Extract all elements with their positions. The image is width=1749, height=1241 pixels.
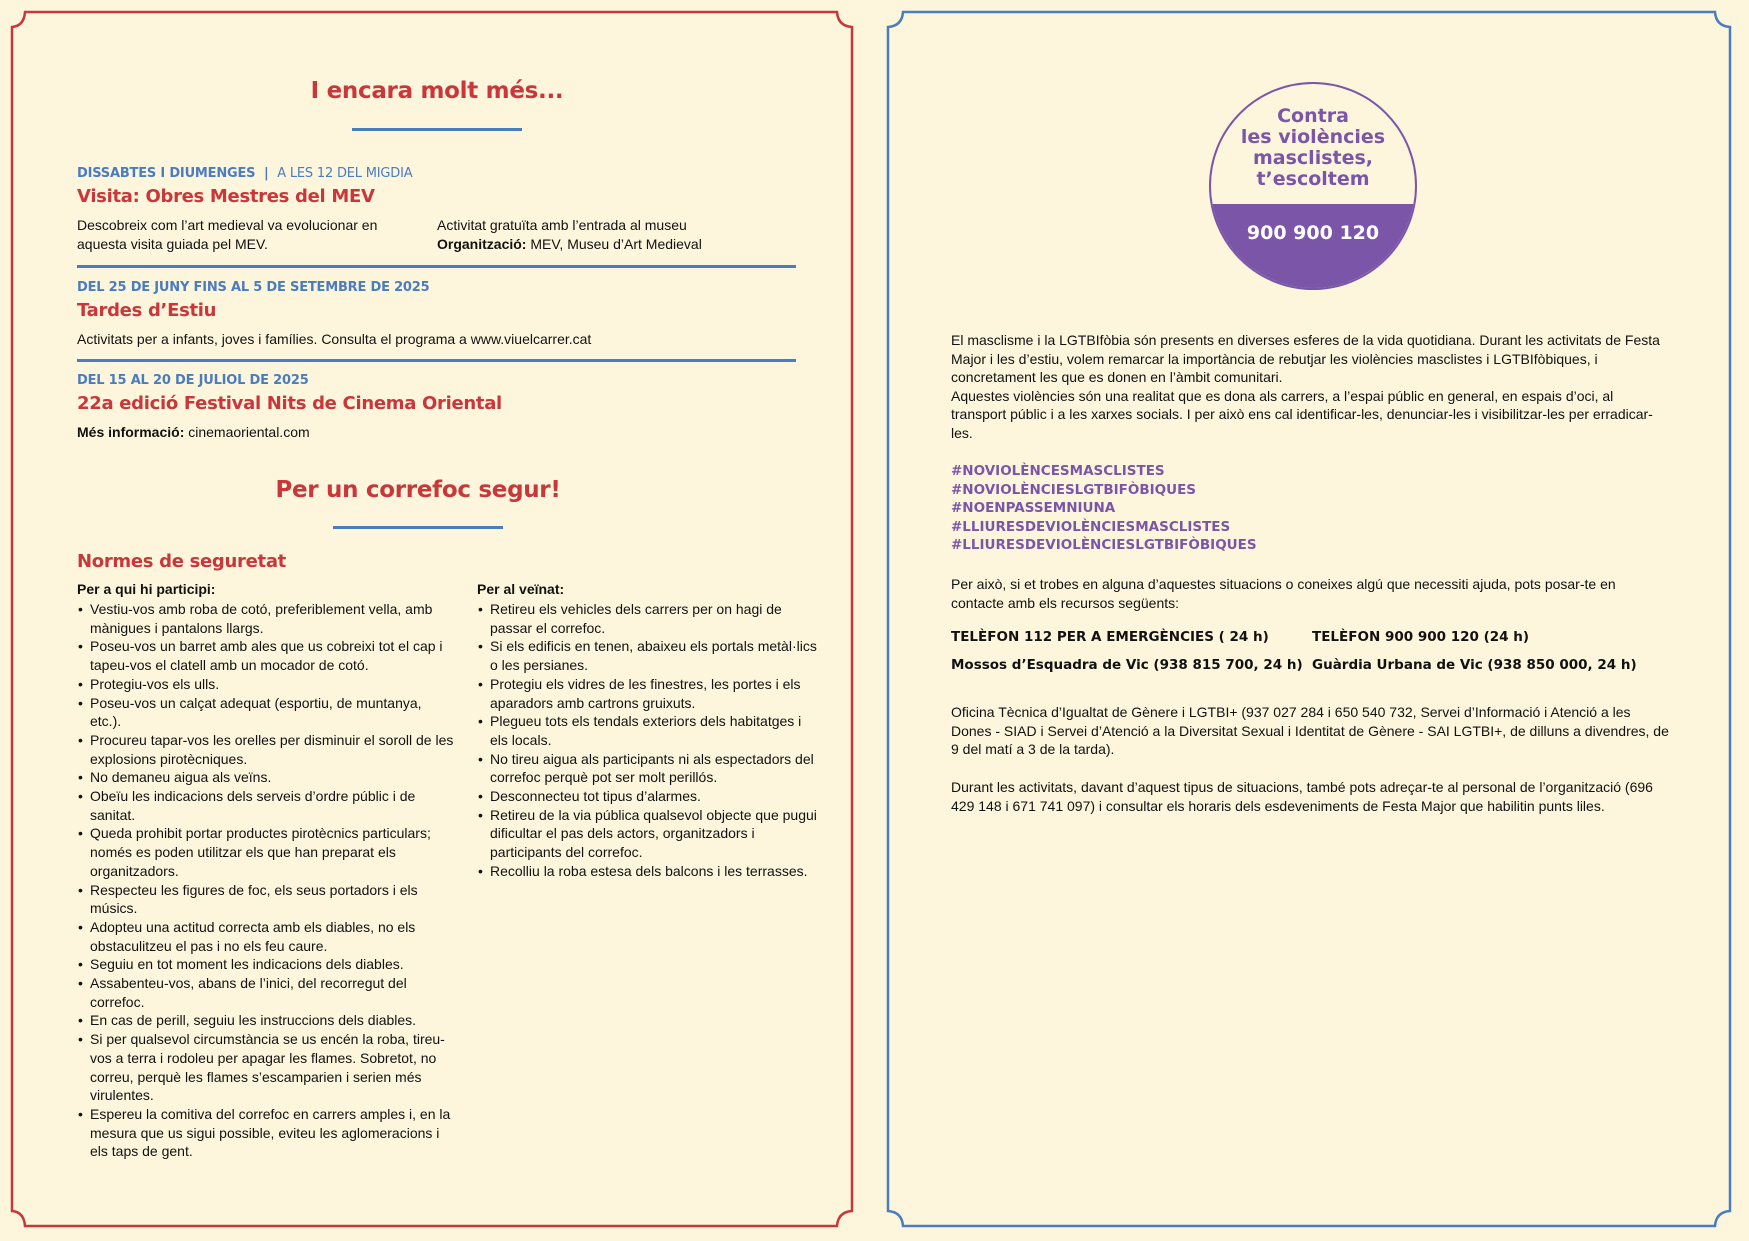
divider — [77, 359, 796, 362]
badge-phone: 900 900 120 — [1246, 222, 1380, 244]
list-item: • Recolliu la roba estesa dels balcons i les terrasses. — [490, 862, 820, 881]
neighbours-heading: Per al veïnat: — [477, 581, 565, 597]
list-item: • Plegueu tots els tendals exteriors dels habitatges i els locals. — [490, 712, 820, 749]
hashtag: #NOVIOLÈNCIESLGTBIFÒBIQUES — [951, 481, 1197, 498]
list-item: • No tireu aigua als participants ni als espectadors del correfoc perquè pot ser molt perillós. — [490, 750, 820, 787]
rules-title: Normes de seguretat — [77, 551, 286, 572]
list-item: • Vestiu-vos amb roba de cotó, preferiblement vella, amb mànigues i pantalons llargs. — [90, 600, 455, 637]
hashtag: #NOENPASSEMNIUNA — [951, 500, 1116, 517]
contact-guardia-urbana: Guàrdia Urbana de Vic (938 850 000, 24 h) — [1312, 657, 1637, 673]
event-1-when: DISSABTES I DIUMENGES | A LES 12 DEL MIGDIA — [77, 166, 413, 181]
list-item: • Seguiu en tot moment les indicacions dels diables. — [90, 955, 455, 974]
list-item: • No demaneu aigua als veïns. — [90, 768, 455, 787]
list-item: • En cas de perill, seguiu les instruccions dels diables. — [90, 1011, 455, 1030]
hashtag: #LLIURESDEVIOLÈNCIESLGTBIFÒBIQUES — [951, 537, 1257, 554]
list-item: • Adopteu una actitud correcta amb els diables, no els obstaculitzeu el pas i no els feu caure. — [90, 918, 455, 955]
hashtag-list — [951, 462, 1257, 555]
contact-mossos: Mossos d’Esquadra de Vic (938 815 700, 24 h) — [951, 657, 1303, 673]
event-1-extra: Activitat gratuïta amb l’entrada al museu Organització: MEV, Museu d’Art Medieval — [437, 217, 702, 252]
event-3-title: 22a edició Festival Nits de Cinema Oriental — [77, 393, 502, 414]
list-item: • Retireu els vehicles dels carrers per on hagi de passar el correfoc. — [490, 600, 820, 637]
section-title-correfoc: Per un correfoc segur! — [275, 477, 561, 503]
title-underline — [352, 128, 522, 131]
title-underline — [333, 526, 503, 529]
helpline-badge — [1209, 82, 1417, 290]
list-item: • Desconnecteu tot tipus d’alarmes. — [490, 787, 820, 806]
contact-emergency: TELÈFON 112 PER A EMERGÈNCIES ( 24 h) — [951, 629, 1269, 645]
list-item: • Protegiu els vidres de les finestres, les portes i els aparadors amb cartrons gruixuts. — [490, 675, 820, 712]
list-item: • Si per qualsevol circumstància se us encén la roba, tireu-vos a terra i rodoleu per apagar les flames. Sobretot, no correu, perquè les flames s’escamparien i serien més virulentes. — [90, 1030, 455, 1105]
list-item: • Espereu la comitiva del correfoc en carrers amples i, en la mesura que us sigui possible, eviteu les aglomeracions i els taps de gent. — [90, 1105, 455, 1161]
neighbours-list — [477, 600, 820, 881]
intro-text: El masclisme i la LGTBIfòbia són presents en diverses esferes de la vida quotidiana. Durant les activitats de Festa Major i les d’estiu, volem remarcar la importància de rebutjar les violències masclistes i LGTBIfòbiques, i concretament les que es donen en l’àmbit comunitari. Aquestes violències són una realitat que es dona als carrers, a l’espai públic en general, en espais d’oci, al transport públic i a les xarxes socials. I per això ens cal identificar-les, denunciar-les i visibilitzar-les per erradicar-les. — [951, 332, 1660, 441]
event-2-desc: Activitats per a infants, joves i famílies. Consulta el programa a www.viuelcarrer.cat — [77, 331, 592, 347]
event-1-title: Visita: Obres Mestres del MEV — [77, 186, 375, 207]
event-2-when: DEL 25 DE JUNY FINS AL 5 DE SETEMBRE DE 2025 — [77, 280, 430, 295]
badge-slogan: Contra les violències masclistes, t’escoltem — [1240, 105, 1386, 190]
hashtag: #LLIURESDEVIOLÈNCIESMASCLISTES — [951, 518, 1231, 535]
office-text: Oficina Tècnica d’Igualtat de Gènere i LGTBI+ (937 027 284 i 650 540 732, Servei d’Informació i Atenció a les Dones - SIAD i Servei d’Atenció a la Diversitat Sexual i Identitat de Gènere - SAI LGTBI+, de dilluns a divendres, de 9 del matí a 3 de la tarda). — [951, 704, 1669, 758]
event-3-when: DEL 15 AL 20 DE JULIOL DE 2025 — [77, 373, 309, 388]
list-item: • Si els edificis en tenen, abaixeu els portals metàl·lics o les persianes. — [490, 637, 820, 674]
staff-text: Durant les activitats, davant d’aquest tipus de situacions, també pots adreçar-te al personal de l’organització (696 429 148 i 671 741 097) i consultar els horaris dels esdeveniments de Festa Major que habilitin punts liles. — [951, 779, 1653, 814]
list-item: • Protegiu-vos els ulls. — [90, 675, 455, 694]
participants-heading: Per a qui hi participi: — [77, 581, 216, 597]
list-item: • Procureu tapar-vos les orelles per disminuir el soroll de les explosions pirotècniques. — [90, 731, 455, 768]
list-item: • Retireu de la via pública qualsevol objecte que pugui dificultar el pas dels actors, organitzadors i participants del correfoc. — [490, 806, 820, 862]
section-title-more: I encara molt més... — [310, 78, 564, 104]
event-2-title: Tardes d’Estiu — [77, 300, 217, 321]
hashtag: #NOVIOLÈNCESMASCLISTES — [951, 463, 1165, 479]
list-item: • Assabenteu-vos, abans de l’inici, del recorregut del correfoc. — [90, 974, 455, 1011]
help-text: Per això, si et trobes en alguna d’aquestes situacions o coneixes algú que necessiti ajuda, pots posar-te en contacte amb els recursos següents: — [951, 576, 1616, 611]
list-item: • Queda prohibit portar productes pirotècnics particulars; només es poden utilitzar els que han preparat els organitzadors. — [90, 824, 455, 880]
list-item: • Respecteu les figures de foc, els seus portadors i els músics. — [90, 881, 455, 918]
divider — [77, 265, 796, 268]
event-1-desc: Descobreix com l’art medieval va evolucionar en aquesta visita guiada pel MEV. — [77, 217, 378, 252]
list-item: • Poseu-vos un calçat adequat (esportiu, de muntanya, etc.). — [90, 694, 455, 731]
list-item: • Poseu-vos un barret amb ales que us cobreixi tot el cap i tapeu-vos el clatell amb un mocador de cotó. — [90, 637, 455, 674]
event-3-info: Més informació: cinemaoriental.com — [77, 424, 310, 440]
badge-phone-band — [1211, 204, 1415, 288]
contact-helpline: TELÈFON 900 900 120 (24 h) — [1312, 629, 1530, 645]
list-item: • Obeïu les indicacions dels serveis d’ordre públic i de sanitat. — [90, 787, 455, 824]
participants-list — [77, 600, 455, 1161]
